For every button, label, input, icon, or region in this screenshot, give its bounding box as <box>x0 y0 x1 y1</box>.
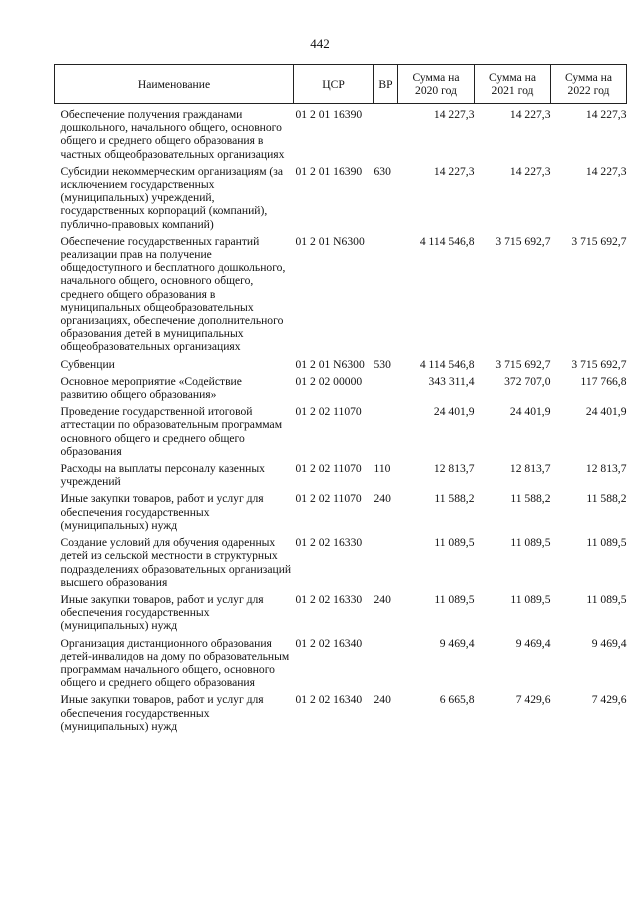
cell-vr: 240 <box>373 693 391 707</box>
cell-name: Создание условий для обучения одаренных детей из сельской местности в структурных подразделениях образовательных организаций высшего образования <box>60 536 292 589</box>
cell-name: Организация дистанционного образования детей-инвалидов на дому по образовательным программам начального общего, основного общего и среднего общего образования <box>60 636 290 690</box>
budget-table <box>54 64 627 737</box>
table-row <box>55 375 627 405</box>
cell-2021: 14 227,3 <box>509 108 551 121</box>
cell-csr: 01 2 02 11070 <box>295 462 362 476</box>
cell-vr <box>374 104 398 165</box>
cell-2020: 14 227,3 <box>433 108 475 121</box>
cell-2021: 11 089,5 <box>510 592 551 606</box>
cell-2022: 11 089,5 <box>586 592 627 606</box>
table-row <box>55 637 627 694</box>
cell-csr: 01 2 01 16390 <box>295 108 363 121</box>
cell-2021: 3 715 692,7 <box>495 234 551 248</box>
cell-2020: 11 089,5 <box>434 592 475 606</box>
cell-name: Иные закупки товаров, работ и услуг для обеспечения государственных (муниципальных) нужд <box>60 492 264 532</box>
cell-2021: 9 469,4 <box>515 636 551 650</box>
cell-name: Иные закупки товаров, работ и услуг для обеспечения государственных (муниципальных) нужд <box>60 592 264 633</box>
cell-vr: 530 <box>373 357 391 371</box>
cell-name: Проведение государственной итоговой аттестации по образовательным программам основного общего и среднего общего образования <box>60 405 283 458</box>
cell-vr: 630 <box>373 164 391 178</box>
table-row <box>55 492 627 536</box>
cell-2022: 117 766,8 <box>580 374 627 388</box>
cell-2020: 343 311,4 <box>428 374 475 388</box>
cell-2021: 11 588,2 <box>510 492 551 506</box>
cell-2022: 14 227,3 <box>585 164 627 178</box>
cell-2022: 3 715 692,7 <box>571 234 627 248</box>
cell-csr: 01 2 02 16330 <box>295 536 363 550</box>
header-vr: ВР <box>374 65 398 104</box>
table-row <box>55 593 627 637</box>
cell-2022: 9 469,4 <box>591 636 627 650</box>
cell-2021: 7 429,6 <box>515 693 551 707</box>
cell-csr: 01 2 01 N6300 <box>295 357 365 371</box>
cell-2020: 9 469,4 <box>439 636 475 650</box>
cell-vr: 240 <box>373 592 391 606</box>
table-row <box>55 536 627 593</box>
cell-csr: 01 2 02 16330 <box>295 592 363 606</box>
header-2021: Сумма на 2021 год <box>475 65 551 104</box>
cell-2022: 3 715 692,7 <box>571 357 627 371</box>
cell-2021: 372 707,0 <box>504 374 551 388</box>
cell-name: Основное мероприятие «Содействие развитию общего образования» <box>60 374 242 402</box>
cell-2020: 6 665,8 <box>439 693 475 707</box>
cell-2021: 3 715 692,7 <box>495 357 551 371</box>
cell-csr: 01 2 02 16340 <box>295 693 363 707</box>
cell-2022: 11 588,2 <box>586 492 627 506</box>
header-2022: Сумма на 2022 год <box>551 65 627 104</box>
cell-name: Иные закупки товаров, работ и услуг для обеспечения государственных (муниципальных) нужд <box>60 693 264 733</box>
cell-2020: 24 401,9 <box>433 405 475 419</box>
cell-csr: 01 2 02 11070 <box>295 492 362 506</box>
cell-vr <box>374 637 398 694</box>
cell-2021: 24 401,9 <box>509 405 551 419</box>
cell-vr <box>374 405 398 462</box>
header-csr: ЦСР <box>294 65 374 104</box>
cell-2022: 24 401,9 <box>585 405 627 419</box>
cell-name: Субсидии некоммерческим организациям (за исключением государственных (муниципальных) учреждений, государственных корпораций (компаний), публично-правовых компаний) <box>60 164 284 231</box>
cell-2020: 4 114 546,8 <box>419 234 475 248</box>
cell-vr <box>374 536 398 593</box>
cell-2022: 14 227,3 <box>585 108 627 121</box>
cell-csr: 01 2 02 11070 <box>295 405 362 419</box>
cell-csr: 01 2 01 16390 <box>295 164 363 178</box>
cell-name: Обеспечение получения гражданами дошкольного, начального общего, основного общего и среднего общего образования в частных общеобразовательных организациях <box>60 108 285 161</box>
table-row <box>55 165 627 235</box>
cell-vr <box>374 235 398 358</box>
header-2020: Сумма на 2020 год <box>398 65 475 104</box>
cell-2021: 14 227,3 <box>509 164 551 178</box>
cell-vr: 240 <box>373 492 391 506</box>
cell-csr: 01 2 02 00000 <box>295 374 363 388</box>
table-row <box>55 693 627 737</box>
cell-name: Обеспечение государственных гарантий реализации прав на получение общедоступного и бесплатного дошкольного, начального общего, основного общего, среднего общего образования в муниципальных общеобразовательных организациях, обеспечение дополнительного образования детей в муниципальных общеобразовательных организациях <box>60 234 286 354</box>
table-row <box>55 104 627 165</box>
table-row <box>55 405 627 462</box>
cell-csr: 01 2 01 N6300 <box>295 234 365 248</box>
cell-vr <box>374 375 398 405</box>
cell-2022: 11 089,5 <box>586 536 627 550</box>
table-row <box>55 462 627 492</box>
cell-name: Субвенции <box>60 357 115 371</box>
table-row <box>55 358 627 375</box>
cell-2020: 4 114 546,8 <box>419 357 475 371</box>
cell-2020: 12 813,7 <box>433 462 475 476</box>
cell-2020: 11 089,5 <box>434 536 475 550</box>
cell-vr: 110 <box>373 462 391 476</box>
page-number: 442 <box>310 36 330 51</box>
cell-2022: 7 429,6 <box>591 693 627 707</box>
cell-name: Расходы на выплаты персоналу казенных учреждений <box>60 462 265 489</box>
table-row <box>55 235 627 358</box>
cell-2020: 14 227,3 <box>433 164 475 178</box>
cell-2022: 12 813,7 <box>585 462 627 476</box>
cell-2021: 12 813,7 <box>509 462 551 476</box>
cell-csr: 01 2 02 16340 <box>295 636 363 650</box>
cell-2020: 11 588,2 <box>434 492 475 506</box>
table-body <box>55 104 627 737</box>
cell-2021: 11 089,5 <box>510 536 551 550</box>
header-name: Наименование <box>55 65 294 104</box>
table-header <box>55 65 627 104</box>
